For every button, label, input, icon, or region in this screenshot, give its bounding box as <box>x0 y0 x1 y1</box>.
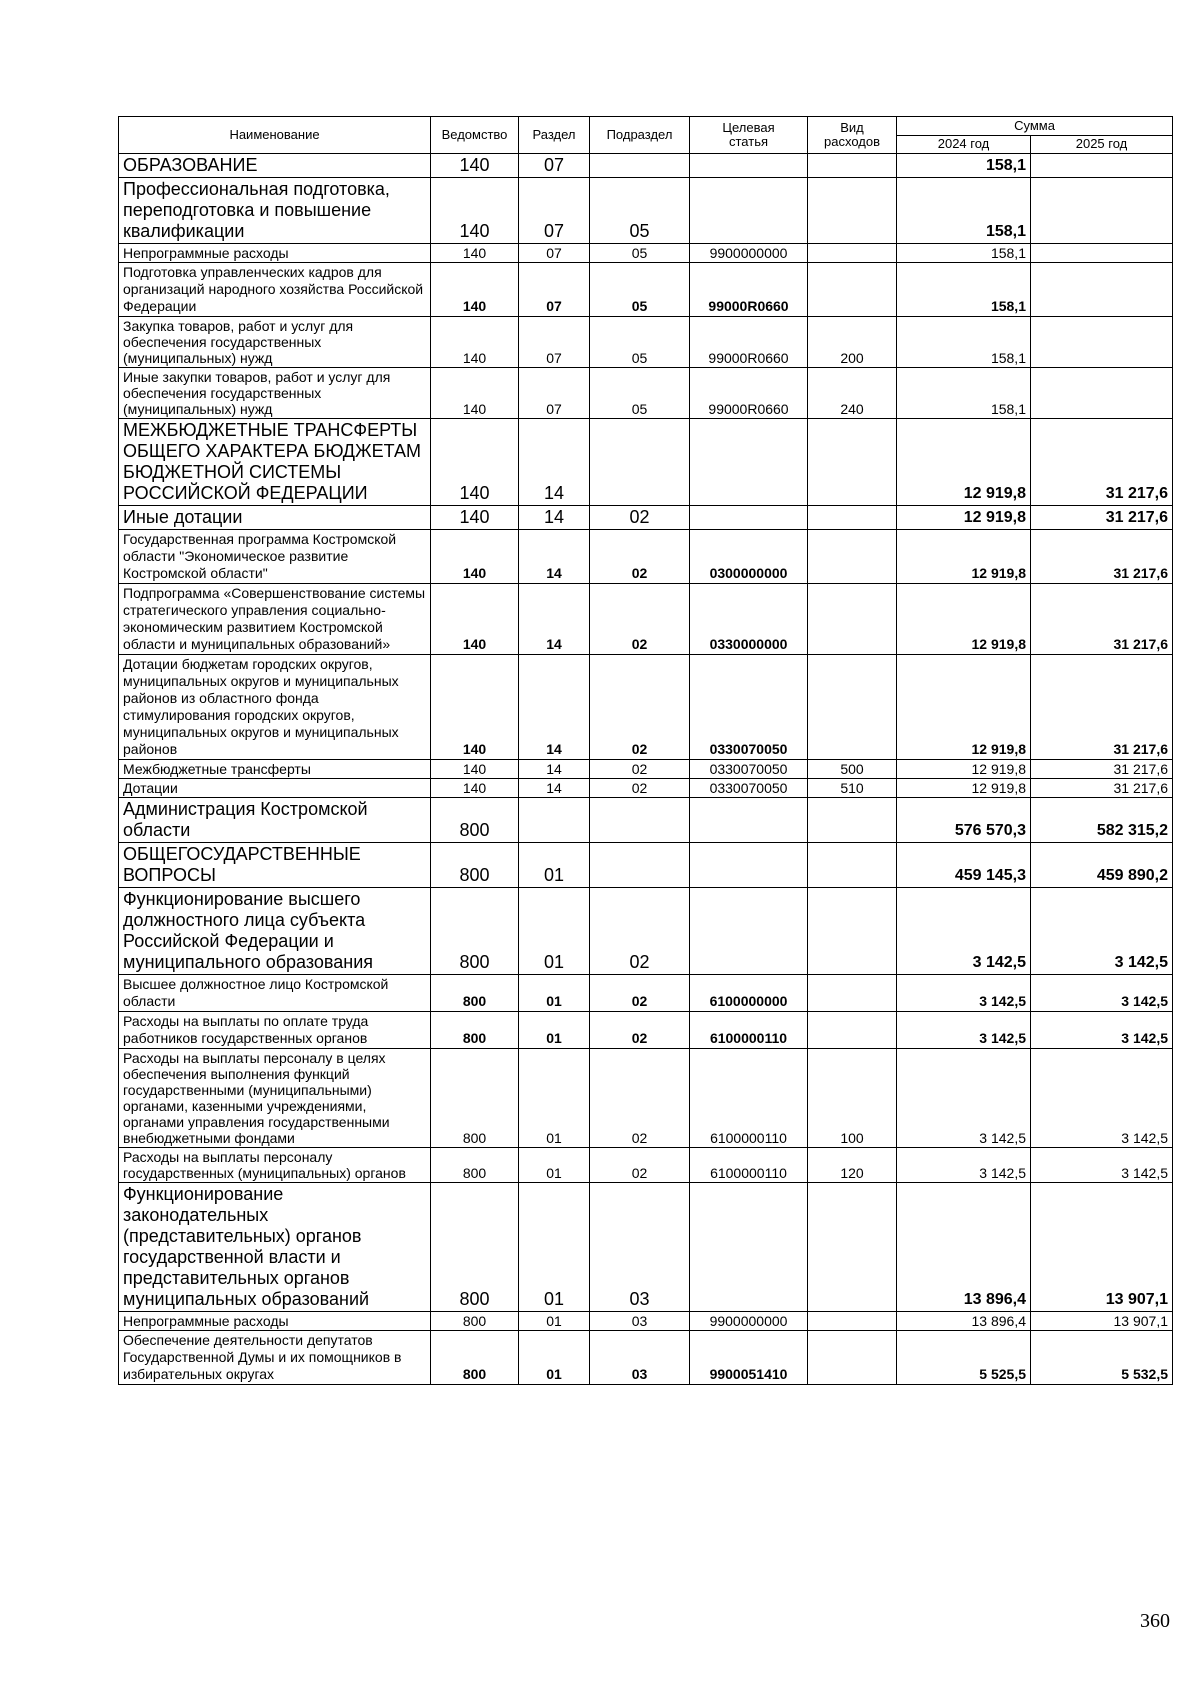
cell-razdel: 07 <box>519 244 590 263</box>
cell-sum-2024: 12 919,8 <box>897 655 1031 760</box>
cell-razdel: 14 <box>519 530 590 584</box>
cell-vedomstvo: 800 <box>431 1312 519 1331</box>
cell-razdel: 07 <box>519 368 590 419</box>
cell-podrazdel <box>590 154 690 178</box>
table-row <box>119 1012 1173 1049</box>
cell-expense-type <box>808 263 897 317</box>
cell-expense-type: 500 <box>808 760 897 779</box>
header-type-line1: Вид <box>840 120 864 135</box>
cell-podrazdel: 05 <box>590 368 690 419</box>
table-header <box>119 117 1173 154</box>
cell-name: Дотации <box>119 779 431 798</box>
cell-sum-2025: 31 217,6 <box>1031 506 1173 530</box>
table-row <box>119 154 1173 178</box>
cell-expense-type: 200 <box>808 317 897 368</box>
cell-target-article: 6100000000 <box>690 975 808 1012</box>
cell-sum-2025 <box>1031 317 1173 368</box>
header-sum: Сумма <box>897 117 1173 136</box>
cell-expense-type <box>808 530 897 584</box>
cell-sum-2025: 13 907,1 <box>1031 1312 1173 1331</box>
cell-expense-type <box>808 888 897 975</box>
cell-razdel <box>519 798 590 843</box>
cell-sum-2024: 3 142,5 <box>897 1148 1031 1183</box>
cell-podrazdel <box>590 798 690 843</box>
cell-vedomstvo: 800 <box>431 888 519 975</box>
cell-sum-2025 <box>1031 244 1173 263</box>
cell-name: Расходы на выплаты персоналу государственных (муниципальных) органов <box>119 1148 431 1183</box>
header-type-line2: расходов <box>824 134 880 149</box>
cell-razdel: 14 <box>519 779 590 798</box>
cell-razdel: 14 <box>519 655 590 760</box>
table-row <box>119 655 1173 760</box>
cell-target-article: 6100000110 <box>690 1049 808 1148</box>
cell-sum-2024: 12 919,8 <box>897 779 1031 798</box>
cell-vedomstvo: 800 <box>431 975 519 1012</box>
cell-target-article <box>690 798 808 843</box>
cell-sum-2025: 31 217,6 <box>1031 655 1173 760</box>
cell-podrazdel: 05 <box>590 178 690 244</box>
table-row <box>119 1148 1173 1183</box>
cell-razdel: 01 <box>519 1183 590 1312</box>
cell-sum-2024: 13 896,4 <box>897 1312 1031 1331</box>
header-target-line2: статья <box>728 134 769 149</box>
cell-name: ОБРАЗОВАНИЕ <box>119 154 431 178</box>
cell-expense-type <box>808 975 897 1012</box>
cell-expense-type <box>808 1331 897 1385</box>
table-row <box>119 263 1173 317</box>
cell-target-article <box>690 888 808 975</box>
cell-razdel: 01 <box>519 1049 590 1148</box>
table-row <box>119 760 1173 779</box>
cell-target-article: 0330070050 <box>690 760 808 779</box>
table-row <box>119 1049 1173 1148</box>
cell-vedomstvo: 800 <box>431 1331 519 1385</box>
cell-target-article <box>690 178 808 244</box>
cell-podrazdel: 03 <box>590 1312 690 1331</box>
cell-expense-type <box>808 154 897 178</box>
table-row <box>119 368 1173 419</box>
cell-name: Высшее должностное лицо Костромской области <box>119 975 431 1012</box>
cell-vedomstvo: 140 <box>431 178 519 244</box>
cell-name: Государственная программа Костромской области "Экономическое развитие Костромской области" <box>119 530 431 584</box>
cell-name: МЕЖБЮДЖЕТНЫЕ ТРАНСФЕРТЫ ОБЩЕГО ХАРАКТЕРА БЮДЖЕТАМ БЮДЖЕТНОЙ СИСТЕМЫ РОССИЙСКОЙ ФЕДЕРАЦИИ <box>119 419 431 506</box>
table-row <box>119 584 1173 655</box>
cell-vedomstvo: 800 <box>431 843 519 888</box>
cell-name: Иные дотации <box>119 506 431 530</box>
cell-razdel: 01 <box>519 1148 590 1183</box>
cell-podrazdel: 02 <box>590 1012 690 1049</box>
cell-sum-2025 <box>1031 154 1173 178</box>
cell-razdel: 01 <box>519 975 590 1012</box>
budget-sheet <box>118 116 1172 1385</box>
cell-sum-2024: 5 525,5 <box>897 1331 1031 1385</box>
cell-sum-2024: 12 919,8 <box>897 584 1031 655</box>
table-body <box>119 154 1173 1385</box>
table-row <box>119 888 1173 975</box>
cell-razdel: 01 <box>519 888 590 975</box>
cell-sum-2024: 3 142,5 <box>897 1012 1031 1049</box>
cell-sum-2024: 158,1 <box>897 178 1031 244</box>
cell-razdel: 01 <box>519 1012 590 1049</box>
cell-sum-2024: 3 142,5 <box>897 888 1031 975</box>
cell-razdel: 14 <box>519 584 590 655</box>
cell-expense-type: 240 <box>808 368 897 419</box>
cell-vedomstvo: 140 <box>431 584 519 655</box>
cell-sum-2025: 31 217,6 <box>1031 584 1173 655</box>
cell-vedomstvo: 140 <box>431 760 519 779</box>
page-number: 360 <box>1140 1610 1170 1632</box>
table-row <box>119 178 1173 244</box>
header-expense-type <box>808 117 897 154</box>
cell-expense-type <box>808 178 897 244</box>
cell-name: Администрация Костромской области <box>119 798 431 843</box>
cell-sum-2025: 3 142,5 <box>1031 1049 1173 1148</box>
table-row <box>119 779 1173 798</box>
cell-razdel: 07 <box>519 263 590 317</box>
cell-razdel: 07 <box>519 178 590 244</box>
cell-podrazdel: 05 <box>590 244 690 263</box>
cell-podrazdel: 03 <box>590 1331 690 1385</box>
cell-podrazdel: 02 <box>590 584 690 655</box>
cell-sum-2024: 158,1 <box>897 368 1031 419</box>
cell-name: ОБЩЕГОСУДАРСТВЕННЫЕ ВОПРОСЫ <box>119 843 431 888</box>
cell-target-article: 9900051410 <box>690 1331 808 1385</box>
header-name: Наименование <box>119 117 431 154</box>
header-target-line1: Целевая <box>722 120 775 135</box>
cell-name: Функционирование законодательных (представительных) органов государственной власти и представительных органов муниципальных образований <box>119 1183 431 1312</box>
table-row <box>119 530 1173 584</box>
cell-target-article: 99000R0660 <box>690 317 808 368</box>
cell-target-article: 0300000000 <box>690 530 808 584</box>
cell-name: Расходы на выплаты по оплате труда работников государственных органов <box>119 1012 431 1049</box>
cell-expense-type <box>808 798 897 843</box>
cell-name: Непрограммные расходы <box>119 1312 431 1331</box>
table-row <box>119 419 1173 506</box>
cell-name: Иные закупки товаров, работ и услуг для обеспечения государственных (муниципальных) нужд <box>119 368 431 419</box>
cell-expense-type <box>808 1012 897 1049</box>
cell-sum-2025: 3 142,5 <box>1031 1012 1173 1049</box>
cell-expense-type <box>808 1312 897 1331</box>
cell-target-article <box>690 843 808 888</box>
cell-podrazdel: 02 <box>590 1049 690 1148</box>
cell-sum-2025 <box>1031 178 1173 244</box>
cell-sum-2025: 31 217,6 <box>1031 760 1173 779</box>
cell-target-article <box>690 419 808 506</box>
cell-target-article: 9900000000 <box>690 1312 808 1331</box>
cell-name: Непрограммные расходы <box>119 244 431 263</box>
cell-name: Закупка товаров, работ и услуг для обеспечения государственных (муниципальных) нужд <box>119 317 431 368</box>
cell-sum-2025: 3 142,5 <box>1031 888 1173 975</box>
cell-sum-2024: 12 919,8 <box>897 506 1031 530</box>
cell-sum-2024: 13 896,4 <box>897 1183 1031 1312</box>
header-podrazdel: Подраздел <box>590 117 690 154</box>
cell-expense-type <box>808 843 897 888</box>
cell-target-article: 0330000000 <box>690 584 808 655</box>
cell-vedomstvo: 140 <box>431 419 519 506</box>
cell-razdel: 01 <box>519 1331 590 1385</box>
cell-razdel: 07 <box>519 154 590 178</box>
cell-sum-2025: 5 532,5 <box>1031 1331 1173 1385</box>
cell-name: Подпрограмма «Совершенствование системы стратегического управления социально-экономическим развитием Костромской области и муниципальных образований» <box>119 584 431 655</box>
cell-vedomstvo: 140 <box>431 317 519 368</box>
cell-sum-2025: 13 907,1 <box>1031 1183 1173 1312</box>
cell-vedomstvo: 140 <box>431 655 519 760</box>
cell-expense-type <box>808 584 897 655</box>
cell-sum-2025: 3 142,5 <box>1031 1148 1173 1183</box>
cell-vedomstvo: 140 <box>431 154 519 178</box>
table-row <box>119 244 1173 263</box>
cell-podrazdel <box>590 843 690 888</box>
cell-podrazdel: 02 <box>590 1148 690 1183</box>
cell-vedomstvo: 140 <box>431 263 519 317</box>
header-vedomstvo: Ведомство <box>431 117 519 154</box>
cell-vedomstvo: 140 <box>431 506 519 530</box>
header-year-2024: 2024 год <box>897 135 1031 154</box>
cell-sum-2025: 3 142,5 <box>1031 975 1173 1012</box>
cell-sum-2025: 459 890,2 <box>1031 843 1173 888</box>
budget-table <box>118 116 1173 1385</box>
cell-target-article: 6100000110 <box>690 1148 808 1183</box>
cell-vedomstvo: 800 <box>431 1148 519 1183</box>
cell-sum-2025: 31 217,6 <box>1031 530 1173 584</box>
cell-target-article <box>690 506 808 530</box>
cell-podrazdel: 02 <box>590 779 690 798</box>
cell-podrazdel: 02 <box>590 975 690 1012</box>
cell-sum-2024: 576 570,3 <box>897 798 1031 843</box>
cell-sum-2025: 31 217,6 <box>1031 419 1173 506</box>
cell-name: Обеспечение деятельности депутатов Государственной Думы и их помощников в избирательных округах <box>119 1331 431 1385</box>
cell-target-article: 99000R0660 <box>690 368 808 419</box>
table-row <box>119 1312 1173 1331</box>
cell-expense-type <box>808 244 897 263</box>
cell-vedomstvo: 800 <box>431 1049 519 1148</box>
cell-podrazdel: 05 <box>590 263 690 317</box>
cell-podrazdel: 02 <box>590 888 690 975</box>
cell-expense-type: 120 <box>808 1148 897 1183</box>
cell-target-article: 0330070050 <box>690 655 808 760</box>
cell-name: Функционирование высшего должностного лица субъекта Российской Федерации и муниципального образования <box>119 888 431 975</box>
cell-razdel: 01 <box>519 843 590 888</box>
cell-sum-2024: 158,1 <box>897 154 1031 178</box>
cell-name: Профессиональная подготовка, переподготовка и повышение квалификации <box>119 178 431 244</box>
cell-razdel: 14 <box>519 419 590 506</box>
table-row <box>119 975 1173 1012</box>
cell-podrazdel: 03 <box>590 1183 690 1312</box>
cell-sum-2025: 31 217,6 <box>1031 779 1173 798</box>
table-row <box>119 843 1173 888</box>
cell-name: Подготовка управленческих кадров для организаций народного хозяйства Российской Федерации <box>119 263 431 317</box>
cell-target-article: 99000R0660 <box>690 263 808 317</box>
cell-sum-2024: 12 919,8 <box>897 419 1031 506</box>
cell-sum-2025 <box>1031 263 1173 317</box>
table-row <box>119 798 1173 843</box>
cell-podrazdel: 05 <box>590 317 690 368</box>
cell-sum-2024: 12 919,8 <box>897 760 1031 779</box>
cell-vedomstvo: 140 <box>431 530 519 584</box>
cell-razdel: 01 <box>519 1312 590 1331</box>
header-razdel: Раздел <box>519 117 590 154</box>
cell-sum-2024: 158,1 <box>897 317 1031 368</box>
cell-vedomstvo: 800 <box>431 798 519 843</box>
cell-razdel: 14 <box>519 506 590 530</box>
cell-sum-2024: 12 919,8 <box>897 530 1031 584</box>
header-target-article <box>690 117 808 154</box>
cell-sum-2024: 459 145,3 <box>897 843 1031 888</box>
cell-expense-type <box>808 655 897 760</box>
cell-target-article: 0330070050 <box>690 779 808 798</box>
cell-vedomstvo: 140 <box>431 368 519 419</box>
header-year-2025: 2025 год <box>1031 135 1173 154</box>
cell-sum-2024: 158,1 <box>897 263 1031 317</box>
cell-target-article <box>690 154 808 178</box>
cell-expense-type: 100 <box>808 1049 897 1148</box>
table-row <box>119 317 1173 368</box>
cell-sum-2024: 3 142,5 <box>897 975 1031 1012</box>
cell-podrazdel: 02 <box>590 506 690 530</box>
cell-vedomstvo: 800 <box>431 1012 519 1049</box>
cell-sum-2025: 582 315,2 <box>1031 798 1173 843</box>
table-row <box>119 506 1173 530</box>
cell-sum-2025 <box>1031 368 1173 419</box>
cell-sum-2024: 158,1 <box>897 244 1031 263</box>
table-row <box>119 1183 1173 1312</box>
cell-expense-type: 510 <box>808 779 897 798</box>
cell-podrazdel: 02 <box>590 530 690 584</box>
cell-name: Дотации бюджетам городских округов, муниципальных округов и муниципальных районов из областного фонда стимулирования городских округов, муниципальных округов и муниципальных районов <box>119 655 431 760</box>
cell-target-article <box>690 1183 808 1312</box>
cell-podrazdel <box>590 419 690 506</box>
cell-podrazdel: 02 <box>590 655 690 760</box>
cell-razdel: 14 <box>519 760 590 779</box>
cell-razdel: 07 <box>519 317 590 368</box>
cell-expense-type <box>808 506 897 530</box>
cell-target-article: 6100000110 <box>690 1012 808 1049</box>
cell-vedomstvo: 800 <box>431 1183 519 1312</box>
cell-vedomstvo: 140 <box>431 779 519 798</box>
cell-expense-type <box>808 419 897 506</box>
cell-name: Межбюджетные трансферты <box>119 760 431 779</box>
cell-expense-type <box>808 1183 897 1312</box>
cell-vedomstvo: 140 <box>431 244 519 263</box>
cell-target-article: 9900000000 <box>690 244 808 263</box>
cell-name: Расходы на выплаты персоналу в целях обеспечения выполнения функций государственными (муниципальными) органами, казенными учреждениями, органами управления государственными внебюджетными фондами <box>119 1049 431 1148</box>
cell-sum-2024: 3 142,5 <box>897 1049 1031 1148</box>
table-row <box>119 1331 1173 1385</box>
cell-podrazdel: 02 <box>590 760 690 779</box>
